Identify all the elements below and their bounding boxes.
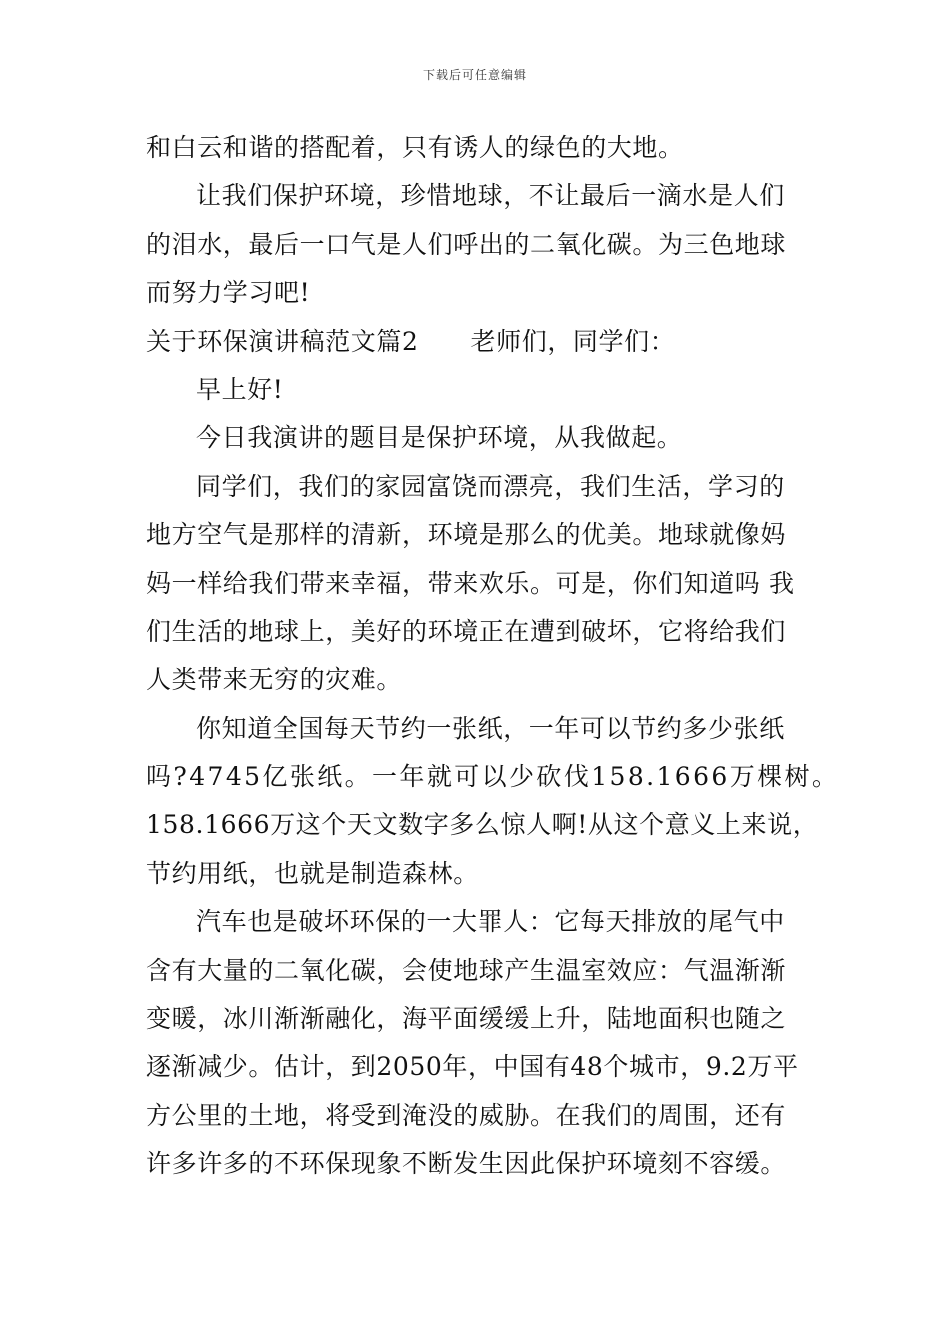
text-line: 节约用纸，也就是制造森林。 [146,858,479,888]
document-body [146,124,840,1189]
text-line: 今日我演讲的题目是保护环境，从我做起。 [196,423,683,453]
text-line: 变暖，冰川渐渐融化，海平面缓缓上升，陆地面积也随之 [146,1004,787,1034]
salutation: 老师们，同学们： [470,326,676,356]
text-line: 方公里的土地，将受到淹没的威胁。在我们的周围，还有 [146,1100,787,1130]
text-line: 而努力学习吧! [146,278,311,308]
text-line: 158.1666万这个天文数字多么惊人啊!从这个意义上来说， [146,810,819,840]
text-line: 妈一样给我们带来幸福，带来欢乐。可是，你们知道吗 我 [146,568,795,598]
text-line: 人类带来无穷的灾难。 [146,665,403,695]
text-line: 逐渐减少。估计，到2050年，中国有48个城市，9.2万平 [146,1052,799,1082]
page-header: 下载后可任意编辑 [422,68,527,82]
text-line: 汽车也是破坏环保的一大罪人：它每天排放的尾气中 [196,907,785,937]
text-line: 让我们保护环境，珍惜地球，不让最后一滴水是人们 [196,181,785,211]
text-line: 吗?4745亿张纸。一年就可以少砍伐158.1666万棵树。 [146,762,840,792]
text-line: 许多许多的不环保现象不断发生因此保护环境刻不容缓。 [146,1149,787,1179]
text-line: 同学们，我们的家园富饶而漂亮，我们生活，学习的 [196,471,785,501]
section-heading-line [146,318,826,366]
text-line: 地方空气是那样的清新，环境是那么的优美。地球就像妈 [146,520,787,550]
text-line: 含有大量的二氧化碳，会使地球产生温室效应：气温渐渐 [146,955,787,985]
text-line: 早上好! [196,374,284,404]
text-line: 们生活的地球上，美好的环境正在遭到破坏，它将给我们 [146,616,787,646]
text-line: 你知道全国每天节约一张纸，一年可以节约多少张纸 [196,713,785,743]
text-line: 和白云和谐的搭配着，只有诱人的绿色的大地。 [146,133,684,162]
section-title: 关于环保演讲稿范文篇2 [146,326,419,356]
text-line: 的泪水，最后一口气是人们呼出的二氧化碳。为三色地球 [146,229,787,259]
